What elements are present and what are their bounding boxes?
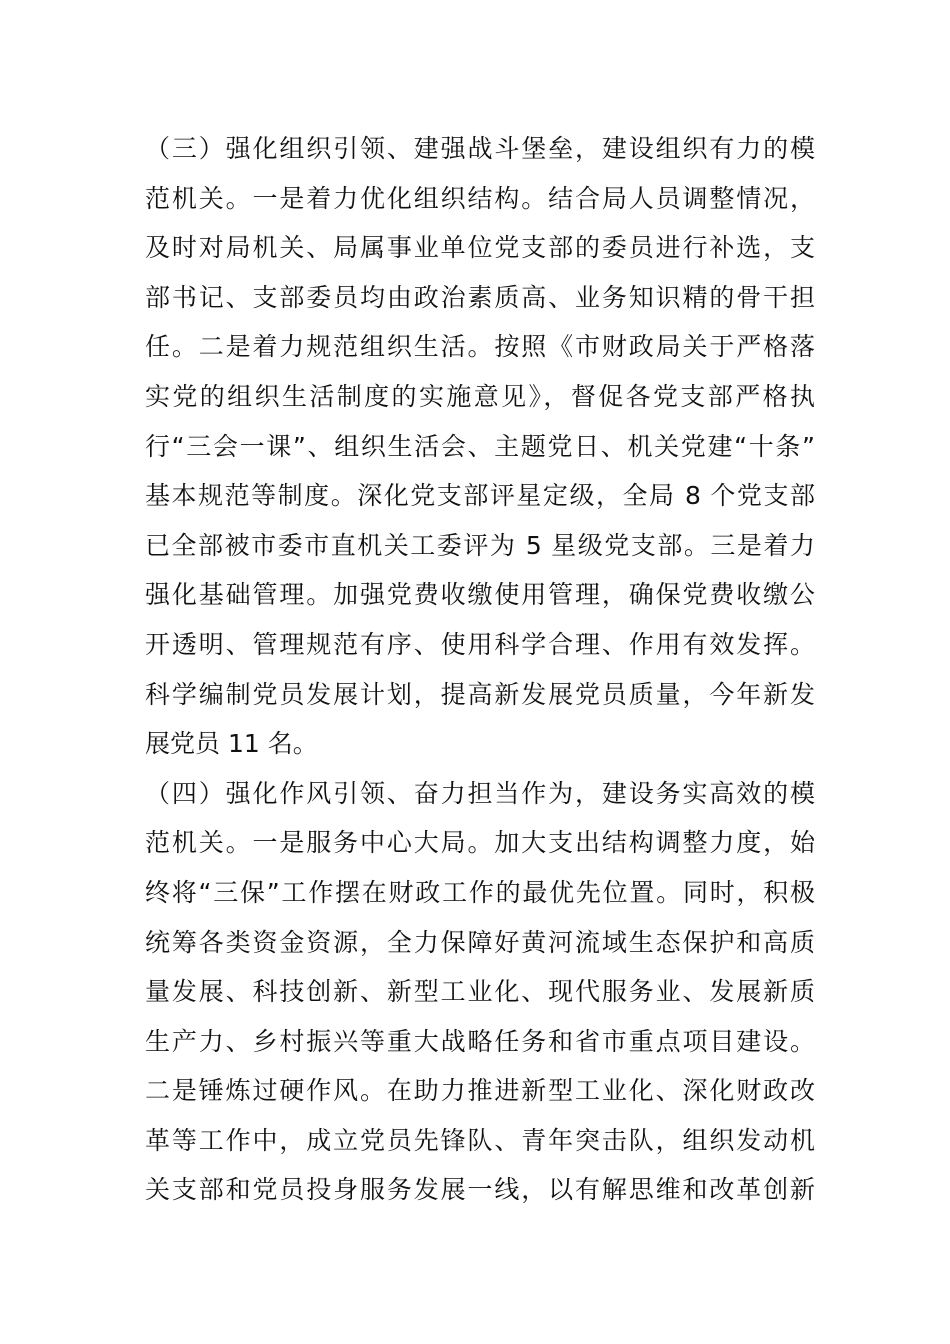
text-line: 关支部和党员投身服务发展一线，以有解思维和改革创新 [145,1175,815,1205]
text-line: 终将“三保”工作摆在财政工作的最优先位置。同时，积极 [145,877,815,907]
text-line: 基本规范等制度。深化党支部评星定级，全局 8 个党支部 [145,481,815,511]
text-line: 革等工作中，成立党员先锋队、青年突击队，组织发动机 [145,1125,815,1155]
text-line: 范机关。一是着力优化组织结构。结合局人员调整情况， [145,183,815,213]
text-line: 统筹各类资金资源，全力保障好黄河流域生态保护和高质 [145,927,815,957]
text-line: 强化基础管理。加强党费收缴使用管理，确保党费收缴公 [145,580,815,610]
text-line: 任。二是着力规范组织生活。按照《市财政局关于严格落 [145,332,815,362]
text-line: 范机关。一是服务中心大局。加大支出结构调整力度，始 [145,828,815,858]
text-line: （三）强化组织引领、建强战斗堡垒，建设组织有力的模 [145,134,815,163]
text-line: 展党员 11 名。 [145,729,318,759]
text-line: 实党的组织生活制度的实施意见》，督促各党支部严格执 [145,381,815,411]
text-line: （四）强化作风引领、奋力担当作为，建设务实高效的模 [145,778,815,808]
paragraph-section-four [145,769,815,1215]
paragraph-section-three [145,124,815,769]
text-line: 生产力、乡村振兴等重大战略任务和省市重点项目建设。 [145,1026,815,1056]
document-body [145,124,815,1215]
text-line: 及时对局机关、局属事业单位党支部的委员进行补选，支 [145,233,815,263]
text-line: 二是锤炼过硬作风。在助力推进新型工业化、深化财政改 [145,1076,815,1106]
text-line: 科学编制党员发展计划，提高新发展党员质量，今年新发 [145,679,815,709]
text-line: 量发展、科技创新、新型工业化、现代服务业、发展新质 [145,977,815,1007]
text-line: 行“三会一课”、组织生活会、主题党日、机关党建“十条” [145,431,815,461]
text-line: 部书记、支部委员均由政治素质高、业务知识精的骨干担 [145,282,815,312]
text-line: 已全部被市委市直机关工委评为 5 星级党支部。三是着力 [145,530,815,560]
text-line: 开透明、管理规范有序、使用科学合理、作用有效发挥。 [145,629,815,659]
